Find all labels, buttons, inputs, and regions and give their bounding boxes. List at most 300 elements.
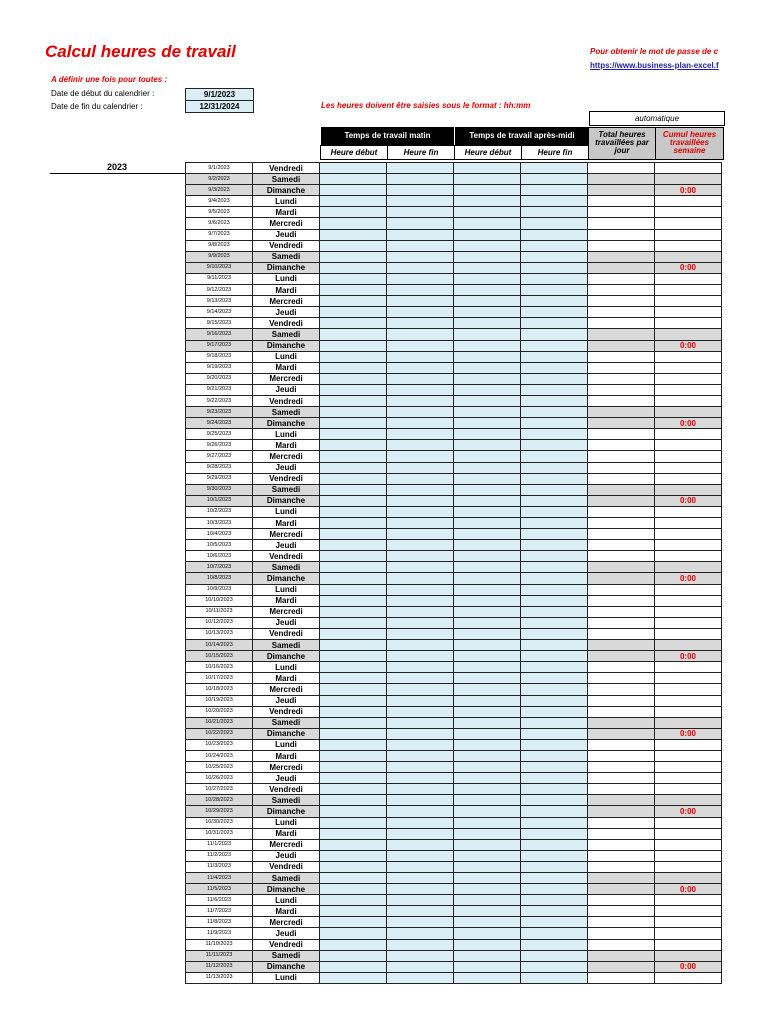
end-date-field[interactable]: 12/31/2024 <box>185 100 254 113</box>
morning-start-cell[interactable] <box>320 362 387 373</box>
afternoon-start-cell[interactable] <box>454 728 521 739</box>
afternoon-start-cell[interactable] <box>454 429 521 440</box>
afternoon-start-cell[interactable] <box>454 640 521 651</box>
afternoon-start-cell[interactable] <box>454 939 521 950</box>
afternoon-end-cell[interactable] <box>521 706 588 717</box>
afternoon-start-cell[interactable] <box>454 873 521 884</box>
afternoon-end-cell[interactable] <box>521 296 588 307</box>
afternoon-end-cell[interactable] <box>521 662 588 673</box>
morning-end-cell[interactable] <box>387 961 454 972</box>
morning-end-cell[interactable] <box>387 462 454 473</box>
afternoon-start-cell[interactable] <box>454 817 521 828</box>
morning-end-cell[interactable] <box>387 640 454 651</box>
afternoon-end-cell[interactable] <box>521 262 588 273</box>
afternoon-end-cell[interactable] <box>521 584 588 595</box>
afternoon-start-cell[interactable] <box>454 573 521 584</box>
morning-end-cell[interactable] <box>387 418 454 429</box>
morning-end-cell[interactable] <box>387 895 454 906</box>
afternoon-end-cell[interactable] <box>521 196 588 207</box>
afternoon-end-cell[interactable] <box>521 229 588 240</box>
afternoon-start-cell[interactable] <box>454 584 521 595</box>
afternoon-start-cell[interactable] <box>454 506 521 517</box>
morning-start-cell[interactable] <box>320 518 387 529</box>
afternoon-end-cell[interactable] <box>521 218 588 229</box>
afternoon-start-cell[interactable] <box>454 828 521 839</box>
afternoon-start-cell[interactable] <box>454 950 521 961</box>
afternoon-end-cell[interactable] <box>521 506 588 517</box>
morning-end-cell[interactable] <box>387 207 454 218</box>
morning-start-cell[interactable] <box>320 906 387 917</box>
afternoon-end-cell[interactable] <box>521 407 588 418</box>
morning-start-cell[interactable] <box>320 473 387 484</box>
afternoon-start-cell[interactable] <box>454 395 521 406</box>
afternoon-end-cell[interactable] <box>521 595 588 606</box>
afternoon-end-cell[interactable] <box>521 917 588 928</box>
morning-start-cell[interactable] <box>320 229 387 240</box>
morning-start-cell[interactable] <box>320 728 387 739</box>
afternoon-end-cell[interactable] <box>521 784 588 795</box>
afternoon-start-cell[interactable] <box>454 617 521 628</box>
afternoon-start-cell[interactable] <box>454 606 521 617</box>
afternoon-start-cell[interactable] <box>454 662 521 673</box>
afternoon-start-cell[interactable] <box>454 307 521 318</box>
morning-end-cell[interactable] <box>387 695 454 706</box>
morning-start-cell[interactable] <box>320 262 387 273</box>
afternoon-end-cell[interactable] <box>521 240 588 251</box>
afternoon-start-cell[interactable] <box>454 285 521 296</box>
afternoon-start-cell[interactable] <box>454 684 521 695</box>
afternoon-end-cell[interactable] <box>521 551 588 562</box>
morning-start-cell[interactable] <box>320 484 387 495</box>
morning-start-cell[interactable] <box>320 285 387 296</box>
afternoon-start-cell[interactable] <box>454 373 521 384</box>
afternoon-start-cell[interactable] <box>454 551 521 562</box>
morning-start-cell[interactable] <box>320 351 387 362</box>
morning-start-cell[interactable] <box>320 418 387 429</box>
afternoon-start-cell[interactable] <box>454 806 521 817</box>
afternoon-start-cell[interactable] <box>454 185 521 196</box>
morning-end-cell[interactable] <box>387 340 454 351</box>
afternoon-end-cell[interactable] <box>521 773 588 784</box>
morning-start-cell[interactable] <box>320 395 387 406</box>
morning-start-cell[interactable] <box>320 651 387 662</box>
morning-end-cell[interactable] <box>387 972 454 983</box>
morning-start-cell[interactable] <box>320 462 387 473</box>
morning-start-cell[interactable] <box>320 750 387 761</box>
afternoon-end-cell[interactable] <box>521 684 588 695</box>
morning-start-cell[interactable] <box>320 828 387 839</box>
morning-end-cell[interactable] <box>387 273 454 284</box>
morning-end-cell[interactable] <box>387 928 454 939</box>
morning-start-cell[interactable] <box>320 684 387 695</box>
morning-end-cell[interactable] <box>387 551 454 562</box>
afternoon-end-cell[interactable] <box>521 873 588 884</box>
afternoon-start-cell[interactable] <box>454 251 521 262</box>
afternoon-end-cell[interactable] <box>521 939 588 950</box>
afternoon-start-cell[interactable] <box>454 773 521 784</box>
morning-end-cell[interactable] <box>387 163 454 174</box>
afternoon-start-cell[interactable] <box>454 540 521 551</box>
afternoon-start-cell[interactable] <box>454 673 521 684</box>
afternoon-start-cell[interactable] <box>454 163 521 174</box>
morning-start-cell[interactable] <box>320 329 387 340</box>
afternoon-end-cell[interactable] <box>521 906 588 917</box>
afternoon-start-cell[interactable] <box>454 340 521 351</box>
morning-end-cell[interactable] <box>387 451 454 462</box>
morning-start-cell[interactable] <box>320 595 387 606</box>
morning-start-cell[interactable] <box>320 540 387 551</box>
morning-end-cell[interactable] <box>387 262 454 273</box>
afternoon-end-cell[interactable] <box>521 373 588 384</box>
afternoon-end-cell[interactable] <box>521 340 588 351</box>
morning-start-cell[interactable] <box>320 784 387 795</box>
morning-start-cell[interactable] <box>320 817 387 828</box>
morning-end-cell[interactable] <box>387 518 454 529</box>
morning-start-cell[interactable] <box>320 451 387 462</box>
morning-end-cell[interactable] <box>387 329 454 340</box>
morning-start-cell[interactable] <box>320 584 387 595</box>
afternoon-start-cell[interactable] <box>454 484 521 495</box>
afternoon-end-cell[interactable] <box>521 606 588 617</box>
morning-start-cell[interactable] <box>320 240 387 251</box>
afternoon-end-cell[interactable] <box>521 362 588 373</box>
morning-end-cell[interactable] <box>387 806 454 817</box>
morning-start-cell[interactable] <box>320 628 387 639</box>
morning-end-cell[interactable] <box>387 495 454 506</box>
afternoon-end-cell[interactable] <box>521 429 588 440</box>
afternoon-end-cell[interactable] <box>521 418 588 429</box>
morning-start-cell[interactable] <box>320 251 387 262</box>
afternoon-start-cell[interactable] <box>454 961 521 972</box>
afternoon-end-cell[interactable] <box>521 329 588 340</box>
morning-start-cell[interactable] <box>320 895 387 906</box>
morning-end-cell[interactable] <box>387 407 454 418</box>
morning-start-cell[interactable] <box>320 296 387 307</box>
afternoon-end-cell[interactable] <box>521 828 588 839</box>
afternoon-start-cell[interactable] <box>454 861 521 872</box>
morning-start-cell[interactable] <box>320 207 387 218</box>
afternoon-start-cell[interactable] <box>454 562 521 573</box>
afternoon-start-cell[interactable] <box>454 384 521 395</box>
morning-end-cell[interactable] <box>387 584 454 595</box>
morning-end-cell[interactable] <box>387 229 454 240</box>
afternoon-end-cell[interactable] <box>521 972 588 983</box>
afternoon-start-cell[interactable] <box>454 296 521 307</box>
morning-end-cell[interactable] <box>387 573 454 584</box>
afternoon-start-cell[interactable] <box>454 329 521 340</box>
afternoon-end-cell[interactable] <box>521 640 588 651</box>
morning-start-cell[interactable] <box>320 762 387 773</box>
afternoon-end-cell[interactable] <box>521 950 588 961</box>
morning-end-cell[interactable] <box>387 773 454 784</box>
afternoon-end-cell[interactable] <box>521 961 588 972</box>
afternoon-end-cell[interactable] <box>521 839 588 850</box>
morning-end-cell[interactable] <box>387 296 454 307</box>
morning-start-cell[interactable] <box>320 950 387 961</box>
afternoon-start-cell[interactable] <box>454 850 521 861</box>
afternoon-start-cell[interactable] <box>454 706 521 717</box>
afternoon-end-cell[interactable] <box>521 207 588 218</box>
morning-start-cell[interactable] <box>320 884 387 895</box>
afternoon-end-cell[interactable] <box>521 695 588 706</box>
afternoon-end-cell[interactable] <box>521 395 588 406</box>
afternoon-end-cell[interactable] <box>521 473 588 484</box>
morning-end-cell[interactable] <box>387 196 454 207</box>
morning-start-cell[interactable] <box>320 495 387 506</box>
afternoon-end-cell[interactable] <box>521 273 588 284</box>
morning-end-cell[interactable] <box>387 373 454 384</box>
afternoon-start-cell[interactable] <box>454 451 521 462</box>
afternoon-end-cell[interactable] <box>521 495 588 506</box>
morning-start-cell[interactable] <box>320 917 387 928</box>
morning-end-cell[interactable] <box>387 817 454 828</box>
morning-start-cell[interactable] <box>320 773 387 784</box>
afternoon-end-cell[interactable] <box>521 739 588 750</box>
morning-end-cell[interactable] <box>387 384 454 395</box>
afternoon-end-cell[interactable] <box>521 928 588 939</box>
morning-start-cell[interactable] <box>320 273 387 284</box>
morning-end-cell[interactable] <box>387 884 454 895</box>
morning-end-cell[interactable] <box>387 673 454 684</box>
afternoon-start-cell[interactable] <box>454 895 521 906</box>
start-date-field[interactable]: 9/1/2023 <box>185 88 254 101</box>
afternoon-end-cell[interactable] <box>521 817 588 828</box>
morning-end-cell[interactable] <box>387 628 454 639</box>
morning-start-cell[interactable] <box>320 174 387 185</box>
morning-end-cell[interactable] <box>387 739 454 750</box>
afternoon-end-cell[interactable] <box>521 251 588 262</box>
afternoon-end-cell[interactable] <box>521 163 588 174</box>
morning-end-cell[interactable] <box>387 684 454 695</box>
afternoon-end-cell[interactable] <box>521 285 588 296</box>
afternoon-end-cell[interactable] <box>521 540 588 551</box>
afternoon-start-cell[interactable] <box>454 262 521 273</box>
morning-end-cell[interactable] <box>387 762 454 773</box>
morning-end-cell[interactable] <box>387 307 454 318</box>
afternoon-start-cell[interactable] <box>454 418 521 429</box>
morning-start-cell[interactable] <box>320 673 387 684</box>
afternoon-end-cell[interactable] <box>521 462 588 473</box>
afternoon-end-cell[interactable] <box>521 895 588 906</box>
morning-start-cell[interactable] <box>320 706 387 717</box>
morning-start-cell[interactable] <box>320 407 387 418</box>
afternoon-end-cell[interactable] <box>521 440 588 451</box>
morning-start-cell[interactable] <box>320 185 387 196</box>
morning-end-cell[interactable] <box>387 662 454 673</box>
afternoon-start-cell[interactable] <box>454 595 521 606</box>
afternoon-end-cell[interactable] <box>521 795 588 806</box>
morning-start-cell[interactable] <box>320 318 387 329</box>
morning-end-cell[interactable] <box>387 706 454 717</box>
afternoon-end-cell[interactable] <box>521 451 588 462</box>
website-link[interactable]: https://www.business-plan-excel.f <box>590 61 719 70</box>
afternoon-end-cell[interactable] <box>521 307 588 318</box>
morning-start-cell[interactable] <box>320 163 387 174</box>
morning-start-cell[interactable] <box>320 839 387 850</box>
morning-end-cell[interactable] <box>387 839 454 850</box>
morning-start-cell[interactable] <box>320 640 387 651</box>
afternoon-start-cell[interactable] <box>454 928 521 939</box>
morning-end-cell[interactable] <box>387 429 454 440</box>
afternoon-start-cell[interactable] <box>454 839 521 850</box>
morning-start-cell[interactable] <box>320 340 387 351</box>
afternoon-end-cell[interactable] <box>521 617 588 628</box>
afternoon-start-cell[interactable] <box>454 628 521 639</box>
morning-end-cell[interactable] <box>387 950 454 961</box>
morning-end-cell[interactable] <box>387 873 454 884</box>
afternoon-end-cell[interactable] <box>521 673 588 684</box>
morning-end-cell[interactable] <box>387 362 454 373</box>
morning-start-cell[interactable] <box>320 617 387 628</box>
afternoon-end-cell[interactable] <box>521 562 588 573</box>
afternoon-end-cell[interactable] <box>521 518 588 529</box>
afternoon-end-cell[interactable] <box>521 651 588 662</box>
morning-start-cell[interactable] <box>320 861 387 872</box>
morning-start-cell[interactable] <box>320 529 387 540</box>
afternoon-end-cell[interactable] <box>521 806 588 817</box>
morning-end-cell[interactable] <box>387 906 454 917</box>
morning-start-cell[interactable] <box>320 429 387 440</box>
morning-end-cell[interactable] <box>387 651 454 662</box>
morning-end-cell[interactable] <box>387 717 454 728</box>
afternoon-end-cell[interactable] <box>521 529 588 540</box>
morning-end-cell[interactable] <box>387 395 454 406</box>
morning-end-cell[interactable] <box>387 174 454 185</box>
morning-end-cell[interactable] <box>387 795 454 806</box>
afternoon-start-cell[interactable] <box>454 473 521 484</box>
afternoon-end-cell[interactable] <box>521 384 588 395</box>
afternoon-start-cell[interactable] <box>454 972 521 983</box>
morning-start-cell[interactable] <box>320 573 387 584</box>
morning-start-cell[interactable] <box>320 196 387 207</box>
afternoon-end-cell[interactable] <box>521 728 588 739</box>
afternoon-start-cell[interactable] <box>454 495 521 506</box>
morning-start-cell[interactable] <box>320 440 387 451</box>
morning-start-cell[interactable] <box>320 662 387 673</box>
morning-end-cell[interactable] <box>387 440 454 451</box>
afternoon-end-cell[interactable] <box>521 351 588 362</box>
morning-start-cell[interactable] <box>320 928 387 939</box>
morning-end-cell[interactable] <box>387 240 454 251</box>
morning-end-cell[interactable] <box>387 728 454 739</box>
afternoon-start-cell[interactable] <box>454 884 521 895</box>
afternoon-start-cell[interactable] <box>454 218 521 229</box>
morning-end-cell[interactable] <box>387 828 454 839</box>
afternoon-start-cell[interactable] <box>454 750 521 761</box>
afternoon-start-cell[interactable] <box>454 318 521 329</box>
morning-start-cell[interactable] <box>320 551 387 562</box>
morning-end-cell[interactable] <box>387 185 454 196</box>
morning-end-cell[interactable] <box>387 218 454 229</box>
afternoon-end-cell[interactable] <box>521 185 588 196</box>
afternoon-start-cell[interactable] <box>454 273 521 284</box>
afternoon-start-cell[interactable] <box>454 407 521 418</box>
afternoon-start-cell[interactable] <box>454 362 521 373</box>
morning-end-cell[interactable] <box>387 285 454 296</box>
afternoon-start-cell[interactable] <box>454 174 521 185</box>
afternoon-start-cell[interactable] <box>454 518 521 529</box>
morning-end-cell[interactable] <box>387 562 454 573</box>
morning-start-cell[interactable] <box>320 939 387 950</box>
morning-end-cell[interactable] <box>387 506 454 517</box>
morning-start-cell[interactable] <box>320 739 387 750</box>
morning-start-cell[interactable] <box>320 795 387 806</box>
morning-end-cell[interactable] <box>387 473 454 484</box>
afternoon-start-cell[interactable] <box>454 229 521 240</box>
morning-start-cell[interactable] <box>320 606 387 617</box>
morning-start-cell[interactable] <box>320 873 387 884</box>
morning-end-cell[interactable] <box>387 351 454 362</box>
afternoon-end-cell[interactable] <box>521 318 588 329</box>
afternoon-start-cell[interactable] <box>454 695 521 706</box>
afternoon-end-cell[interactable] <box>521 174 588 185</box>
morning-start-cell[interactable] <box>320 307 387 318</box>
afternoon-start-cell[interactable] <box>454 196 521 207</box>
afternoon-start-cell[interactable] <box>454 795 521 806</box>
afternoon-start-cell[interactable] <box>454 762 521 773</box>
morning-start-cell[interactable] <box>320 850 387 861</box>
morning-end-cell[interactable] <box>387 484 454 495</box>
afternoon-start-cell[interactable] <box>454 906 521 917</box>
morning-end-cell[interactable] <box>387 939 454 950</box>
afternoon-start-cell[interactable] <box>454 917 521 928</box>
afternoon-end-cell[interactable] <box>521 850 588 861</box>
morning-start-cell[interactable] <box>320 218 387 229</box>
afternoon-end-cell[interactable] <box>521 750 588 761</box>
morning-end-cell[interactable] <box>387 529 454 540</box>
morning-end-cell[interactable] <box>387 318 454 329</box>
afternoon-start-cell[interactable] <box>454 351 521 362</box>
morning-start-cell[interactable] <box>320 806 387 817</box>
weekday-cell: Jeudi <box>253 307 320 318</box>
morning-end-cell[interactable] <box>387 540 454 551</box>
afternoon-start-cell[interactable] <box>454 529 521 540</box>
morning-end-cell[interactable] <box>387 617 454 628</box>
morning-start-cell[interactable] <box>320 717 387 728</box>
morning-start-cell[interactable] <box>320 384 387 395</box>
morning-end-cell[interactable] <box>387 861 454 872</box>
afternoon-start-cell[interactable] <box>454 440 521 451</box>
afternoon-end-cell[interactable] <box>521 884 588 895</box>
afternoon-start-cell[interactable] <box>454 240 521 251</box>
afternoon-end-cell[interactable] <box>521 762 588 773</box>
afternoon-start-cell[interactable] <box>454 717 521 728</box>
morning-start-cell[interactable] <box>320 506 387 517</box>
afternoon-start-cell[interactable] <box>454 784 521 795</box>
morning-end-cell[interactable] <box>387 750 454 761</box>
afternoon-end-cell[interactable] <box>521 717 588 728</box>
afternoon-start-cell[interactable] <box>454 651 521 662</box>
morning-end-cell[interactable] <box>387 606 454 617</box>
afternoon-start-cell[interactable] <box>454 462 521 473</box>
afternoon-end-cell[interactable] <box>521 628 588 639</box>
morning-start-cell[interactable] <box>320 961 387 972</box>
morning-end-cell[interactable] <box>387 251 454 262</box>
afternoon-end-cell[interactable] <box>521 484 588 495</box>
morning-start-cell[interactable] <box>320 695 387 706</box>
morning-end-cell[interactable] <box>387 850 454 861</box>
afternoon-end-cell[interactable] <box>521 861 588 872</box>
afternoon-end-cell[interactable] <box>521 573 588 584</box>
afternoon-start-cell[interactable] <box>454 739 521 750</box>
afternoon-start-cell[interactable] <box>454 207 521 218</box>
morning-end-cell[interactable] <box>387 784 454 795</box>
morning-start-cell[interactable] <box>320 562 387 573</box>
morning-start-cell[interactable] <box>320 972 387 983</box>
morning-end-cell[interactable] <box>387 595 454 606</box>
morning-end-cell[interactable] <box>387 917 454 928</box>
morning-start-cell[interactable] <box>320 373 387 384</box>
